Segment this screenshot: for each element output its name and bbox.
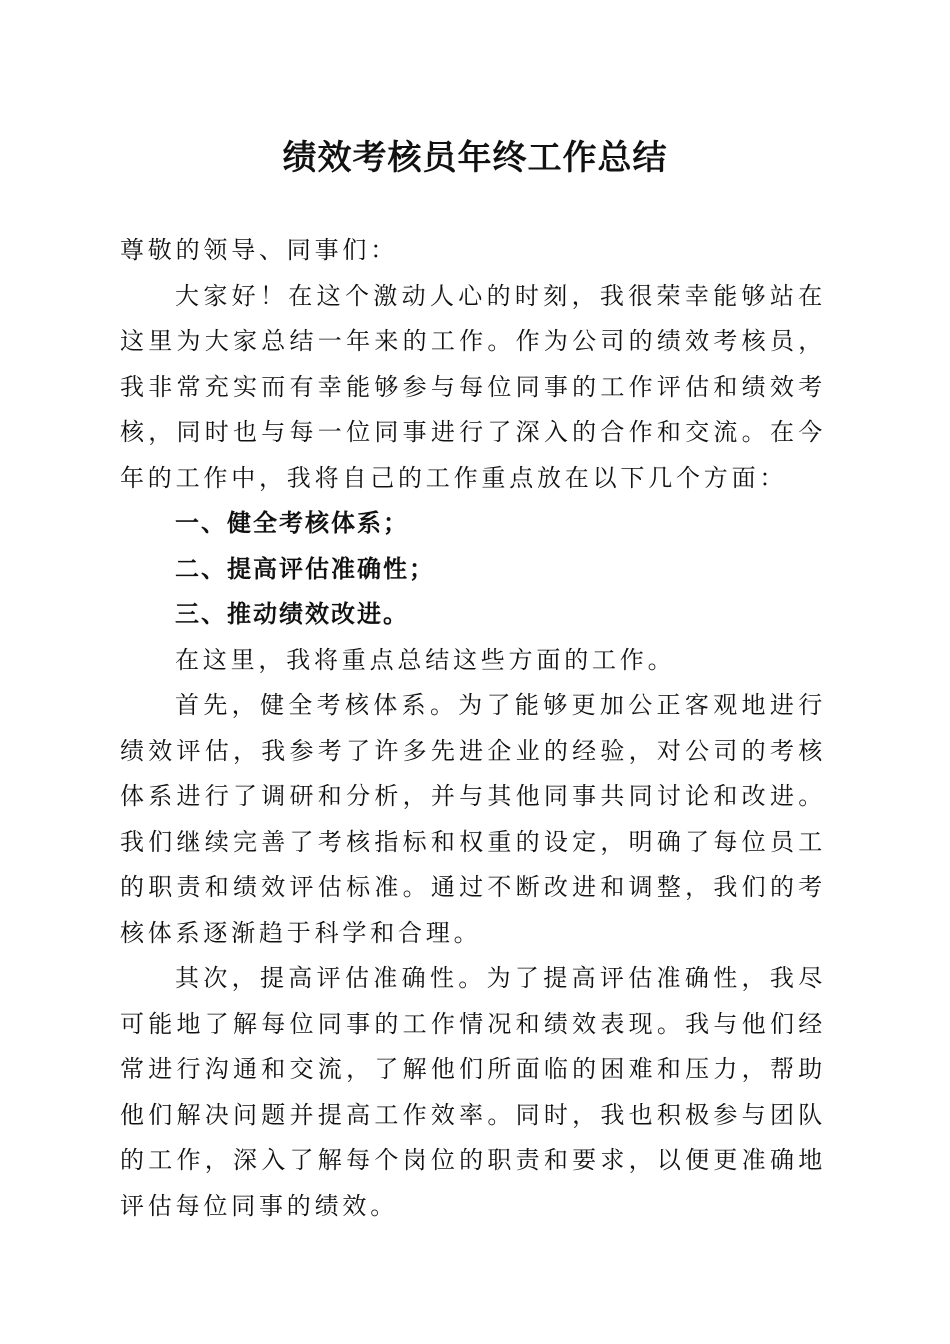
first-section-paragraph: 首先，健全考核体系。为了能够更加公正客观地进行绩效评估，我参考了许多先进企业的经验，对公司的考核体系进行了调研和分析，并与其他同事共同讨论和改进。我们继续完善了考核指标和权重的设定，明确了每位员工的职责和绩效评估标准。通过不断改进和调整，我们的考核体系逐渐趋于科学和合理。 bbox=[120, 691, 826, 947]
document-body bbox=[120, 228, 826, 1229]
focus-item-3: 三、推动绩效改进。 bbox=[175, 600, 409, 628]
focus-item-1: 一、健全考核体系； bbox=[175, 509, 409, 537]
salutation: 尊敬的领导、同事们： bbox=[120, 236, 398, 264]
intro-paragraph: 大家好！在这个激动人心的时刻，我很荣幸能够站在这里为大家总结一年来的工作。作为公司的绩效考核员，我非常充实而有幸能够参与每位同事的工作评估和绩效考核，同时也与每一位同事进行了深入的合作和交流。在今年的工作中，我将自己的工作重点放在以下几个方面： bbox=[120, 281, 826, 492]
second-section-paragraph: 其次，提高评估准确性。为了提高评估准确性，我尽可能地了解每位同事的工作情况和绩效表现。我与他们经常进行沟通和交流，了解他们所面临的困难和压力，帮助他们解决问题并提高工作效率。同时，我也积极参与团队的工作，深入了解每个岗位的职责和要求，以便更准确地评估每位同事的绩效。 bbox=[120, 964, 826, 1220]
transition-paragraph: 在这里，我将重点总结这些方面的工作。 bbox=[175, 645, 676, 674]
focus-item-2: 二、提高评估准确性； bbox=[175, 554, 435, 583]
document-title: 绩效考核员年终工作总结 bbox=[282, 138, 668, 178]
